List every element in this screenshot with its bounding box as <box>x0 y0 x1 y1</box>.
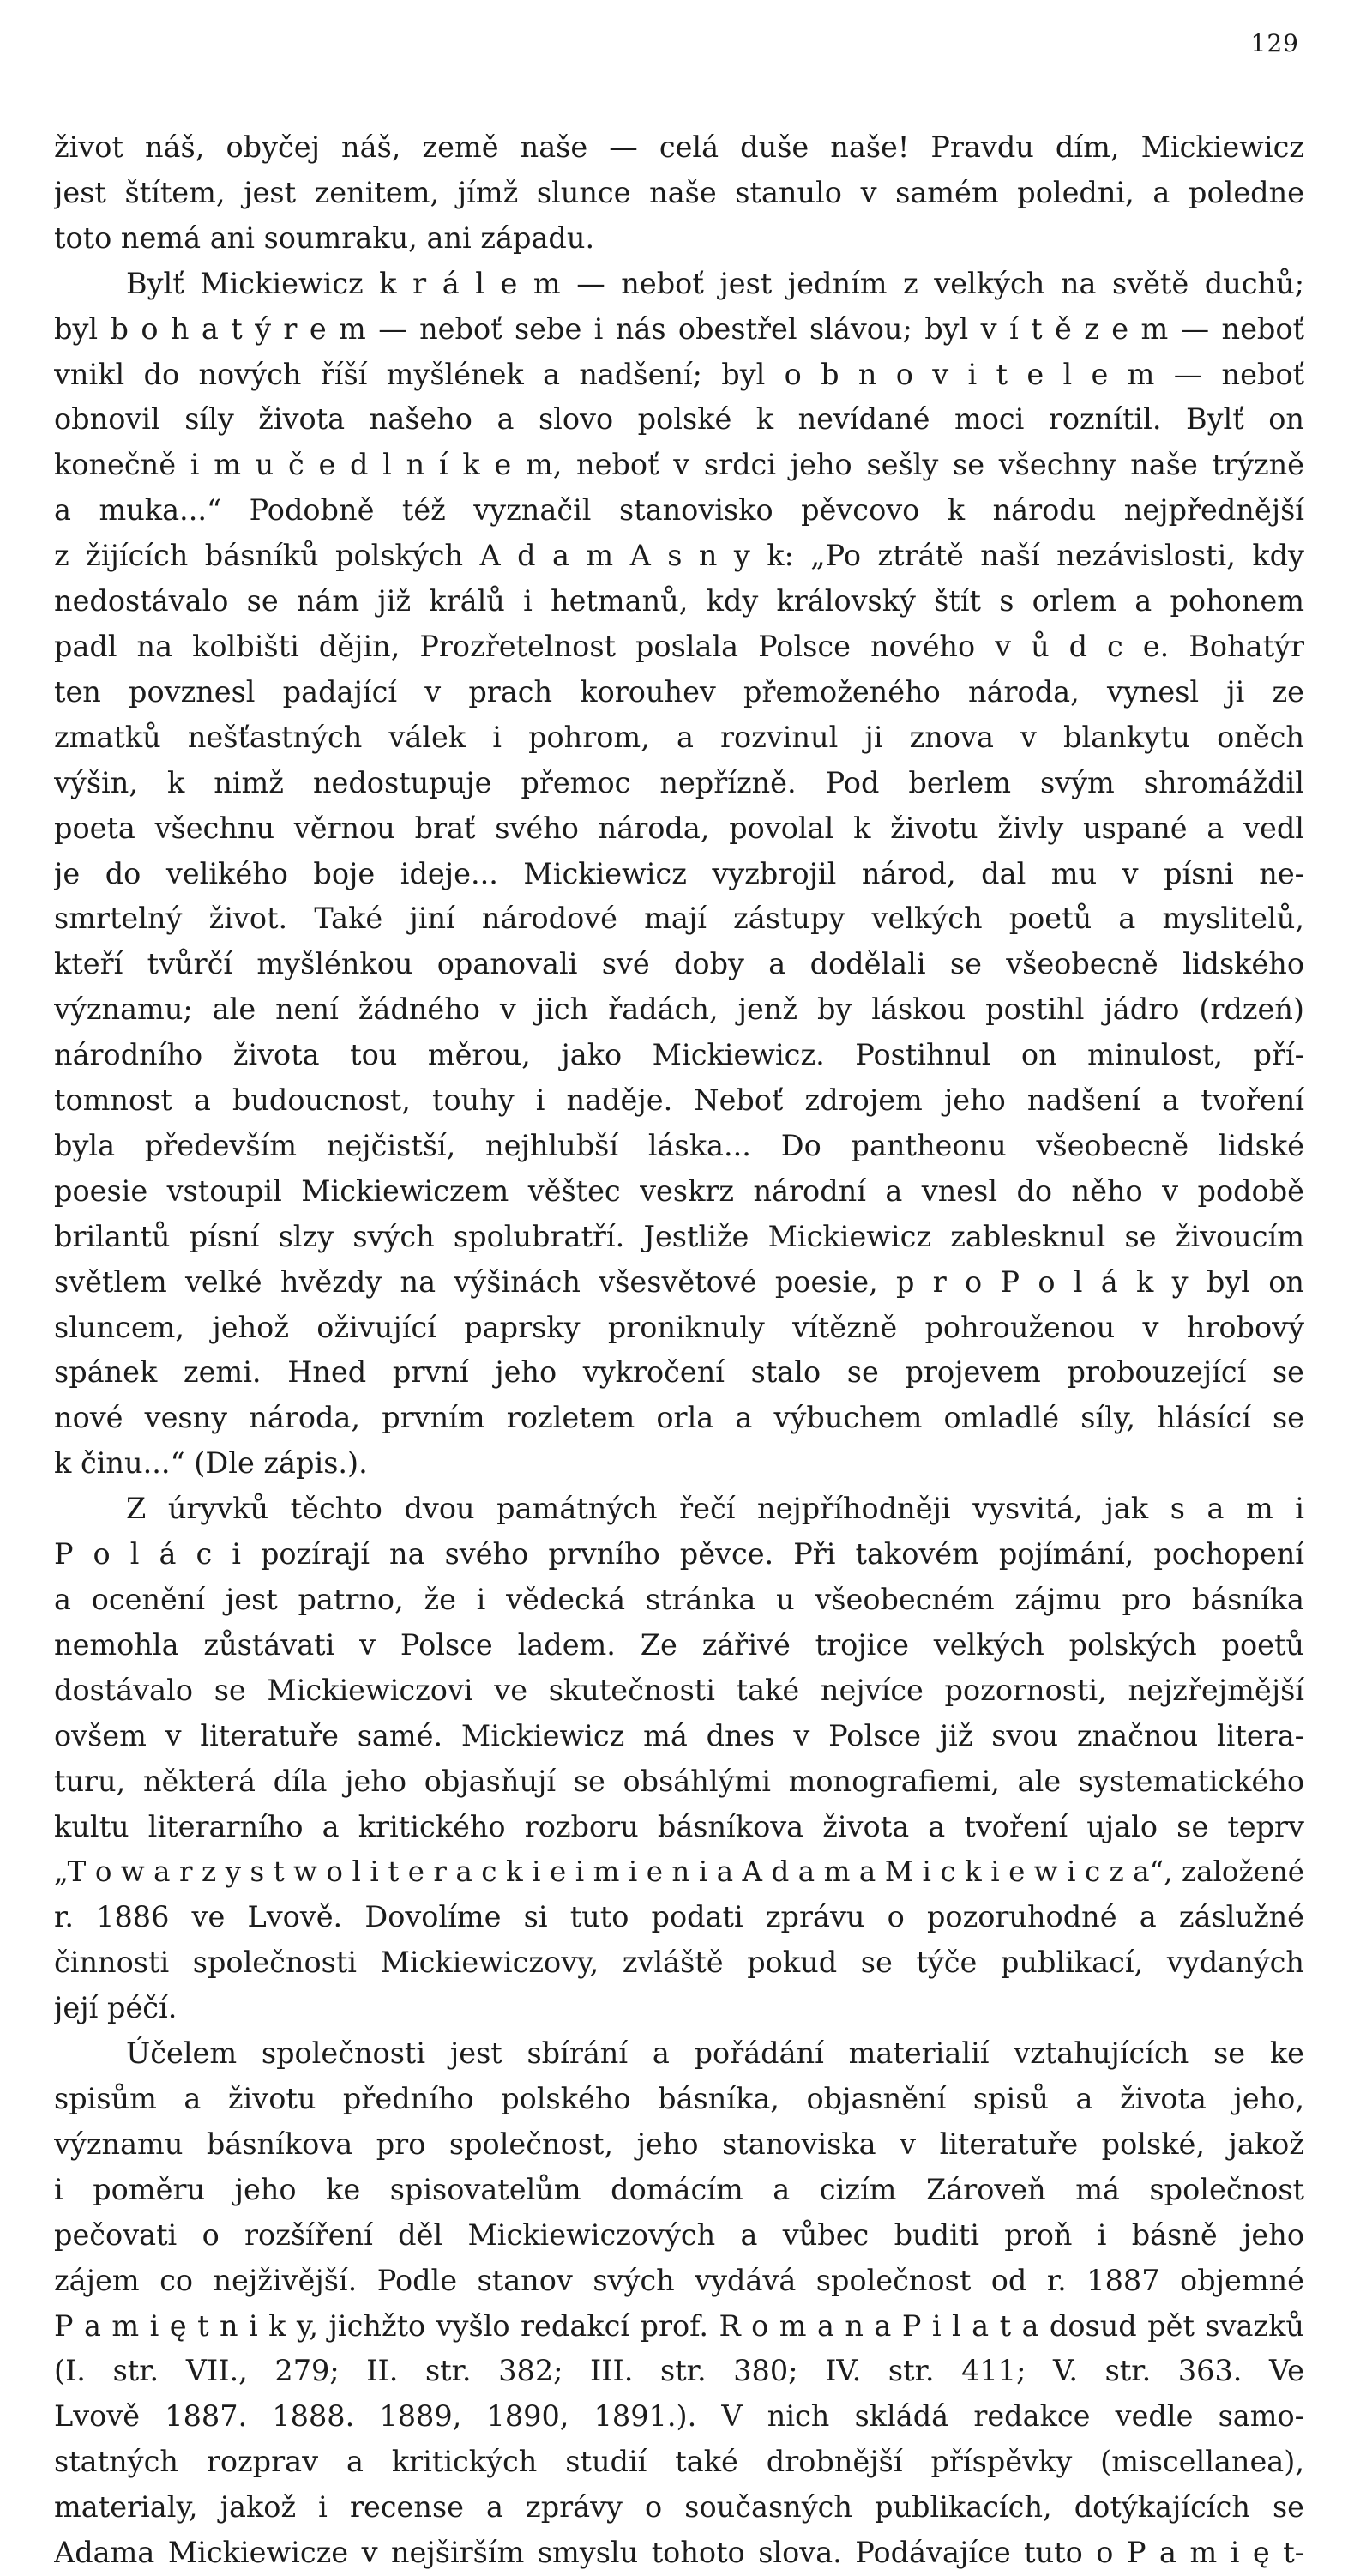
text-line: poesie vstoupil Mickiewiczem věštec veskrz národní a vnesl do něho v podobě <box>54 1173 1304 1208</box>
text-line: (I. str. VII., 279; II. str. 382; III. str. 380; IV. str. 411; V. str. 363. Ve <box>54 2354 1304 2388</box>
text-line: a ocenění jest patrno, že i vědecká stránka u všeobecném zájmu pro básníka <box>54 1583 1304 1616</box>
text-line: nové vesny národa, prvním rozletem orla a výbuchem omladlé síly, hlásící se <box>54 1401 1304 1435</box>
text-line: brilantů písní slzy svých spolubratří. Jestliže Mickiewicz zablesknul se živoucím <box>54 1219 1304 1253</box>
text-line: Bylť Mickiewicz k r á l e m — neboť jest jedním z velkých na světě duchů; <box>126 266 1304 300</box>
text-line: i poměru jeho ke spisovatelům domácím a cizím Zároveň má společnost <box>54 2172 1304 2206</box>
text-line: P a m i ę t n i k y, jichžto vyšlo redakcí prof. R o m a n a P i l a t a dosud pět svazků <box>54 2308 1304 2343</box>
text-line: konečně i m u č e d l n í k e m, neboť v srdci jeho sešly se všechny naše trýzně <box>54 448 1304 482</box>
text-line: sluncem, jehož oživující paprsky proniknuly vítězně pohrouženou v hrobový <box>54 1310 1304 1344</box>
paragraph-2 <box>54 262 1304 1487</box>
paragraph-3 <box>54 1487 1304 2031</box>
text-line: ovšem v literatuře samé. Mickiewicz má dnes v Polsce již svou značnou litera- <box>54 1718 1304 1753</box>
text-line: Lvově 1887. 1888. 1889, 1890, 1891.). V nich skládá redakce vedle samo- <box>54 2399 1304 2434</box>
paragraph-4 <box>54 2031 1304 2576</box>
text-line: materialy, jakož i recense a zprávy o současných publikacích, dotýkajících se <box>54 2490 1304 2525</box>
text-line: ten povznesl padající v prach korouhev přemoženého národa, vynesl ji ze <box>54 674 1304 709</box>
text-line: kultu literarního a kritického rozboru básníkova života a tvoření ujalo se teprv <box>54 1809 1304 1843</box>
text-line: smrtelný život. Také jiní národové mají zástupy velkých poetů a myslitelů, <box>54 902 1304 936</box>
text-line: vnikl do nových říší myšlének a nadšení; byl o b n o v i t e l e m — neboť <box>54 357 1304 391</box>
text-line: tomnost a budoucnost, touhy i naděje. Neboť zdrojem jeho nadšení a tvoření <box>54 1083 1304 1118</box>
text-line: výšin, k nimž nedostupuje přemoc nepřízně. Pod berlem svým shromáždil <box>54 765 1304 799</box>
paragraph-1 <box>54 125 1304 262</box>
text-line: turu, některá díla jeho objasňují se obsáhlými monografiemi, ale systematického <box>54 1764 1304 1798</box>
text-line: zmatků nešťastných válek i pohrom, a rozvinul ji znova v blankytu oněch <box>54 720 1304 754</box>
body-text <box>54 125 1304 2576</box>
text-line: r. 1886 ve Lvově. Dovolíme si tuto podati zprávu o pozoruhodné a záslužné <box>54 1900 1304 1934</box>
text-line: pečovati o rozšíření děl Mickiewiczových a vůbec buditi proň i básně jeho <box>54 2217 1304 2252</box>
text-line: je do velikého boje ideje... Mickiewicz vyzbrojil národ, dal mu v písni ne- <box>54 856 1304 890</box>
text-line: nedostávalo se nám již králů i hetmanů, kdy královský štít s orlem a pohonem <box>54 584 1304 618</box>
text-line: spánek zemi. Hned první jeho vykročení stalo se projevem probouzející se <box>54 1355 1304 1390</box>
text-line: kteří tvůrčí myšlénkou opanovali své doby a dodělali se všeobecně lidského <box>54 947 1304 981</box>
text-line: život náš, obyčej náš, země naše — celá duše naše! Pravdu dím, Mickiewicz <box>54 130 1304 164</box>
text-line: z žijících básníků polských A d a m A s n y k: „Po ztrátě naší nezávislosti, kdy <box>54 539 1304 573</box>
text-line: Účelem společnosti jest sbírání a pořádání materialií vztahujících se ke <box>126 2036 1304 2071</box>
text-line: významu; ale není žádného v jich řadách, jenž by láskou postihl jádro (rdzeń) <box>54 992 1304 1027</box>
text-line: byl b o h a t ý r e m — neboť sebe i nás obestřel slávou; byl v í t ě z e m — neboť <box>54 311 1304 346</box>
text-line: spisům a životu předního polského básníka, objasnění spisů a života jeho, <box>54 2081 1304 2115</box>
page-number: 129 <box>1250 29 1299 57</box>
text-line: národního života tou měrou, jako Mickiewicz. Postihnul on minulost, pří- <box>54 1038 1304 1072</box>
text-line: obnovil síly života našeho a slovo polské k nevídané moci roznítil. Bylť on <box>54 402 1304 437</box>
text-line: Z úryvků těchto dvou památných řečí nejpříhodněji vysvitá, jak s a m i <box>126 1492 1304 1526</box>
text-line: „T o w a r z y s t w o l i t e r a c k i e i m i e n i a A d a m a M i c k i e w i c z a“, založené <box>54 1855 1304 1889</box>
text-line: nemohla zůstávati v Polsce ladem. Ze zářivé trojice velkých polských poetů <box>54 1627 1304 1662</box>
text-line: světlem velké hvězdy na výšinách všesvětové poesie, p r o P o l á k y byl on <box>54 1264 1304 1299</box>
text-line: její péčí. <box>54 1991 178 2025</box>
text-line: poeta všechnu věrnou brať svého národa, povolal k životu živly uspané a vedl <box>54 811 1304 845</box>
text-line: byla především nejčistší, nejhlubší láska... Do pantheonu všeobecně lidské <box>54 1128 1304 1162</box>
text-line: toto nemá ani soumraku, ani západu. <box>54 220 595 255</box>
text-line: statných rozprav a kritických studií také drobnější příspěvky (miscellanea), <box>54 2445 1304 2479</box>
text-line: činnosti společnosti Mickiewiczovy, zvláště pokud se týče publikací, vydaných <box>54 1946 1304 1980</box>
text-line: a muka...“ Podobně též vyznačil stanovisko pěvcovo k národu nejpřednější <box>54 493 1304 528</box>
text-line: zájem co nejživější. Podle stanov svých vydává společnost od r. 1887 objemné <box>54 2263 1304 2297</box>
text-line: P o l á c i pozírají na svého prvního pěvce. Při takovém pojímání, pochopení <box>54 1537 1304 1572</box>
text-line: jest štítem, jest zenitem, jímž slunce naše stanulo v samém poledni, a poledne <box>54 175 1304 209</box>
text-line: padl na kolbišti dějin, Prozřetelnost poslala Polsce nového v ů d c e. Bohatýr <box>54 629 1304 663</box>
text-line: významu básníkova pro společnost, jeho stanoviska v literatuře polské, jakož <box>54 2127 1304 2161</box>
text-line: dostávalo se Mickiewiczovi ve skutečnosti také nejvíce pozornosti, nejzřejmější <box>54 1673 1304 1707</box>
text-line: k činu...“ (Dle zápis.). <box>54 1446 368 1481</box>
text-line: Adama Mickiewicze v nejširším smyslu tohoto slova. Podávajíce tuto o P a m i ę t- <box>54 2536 1304 2570</box>
